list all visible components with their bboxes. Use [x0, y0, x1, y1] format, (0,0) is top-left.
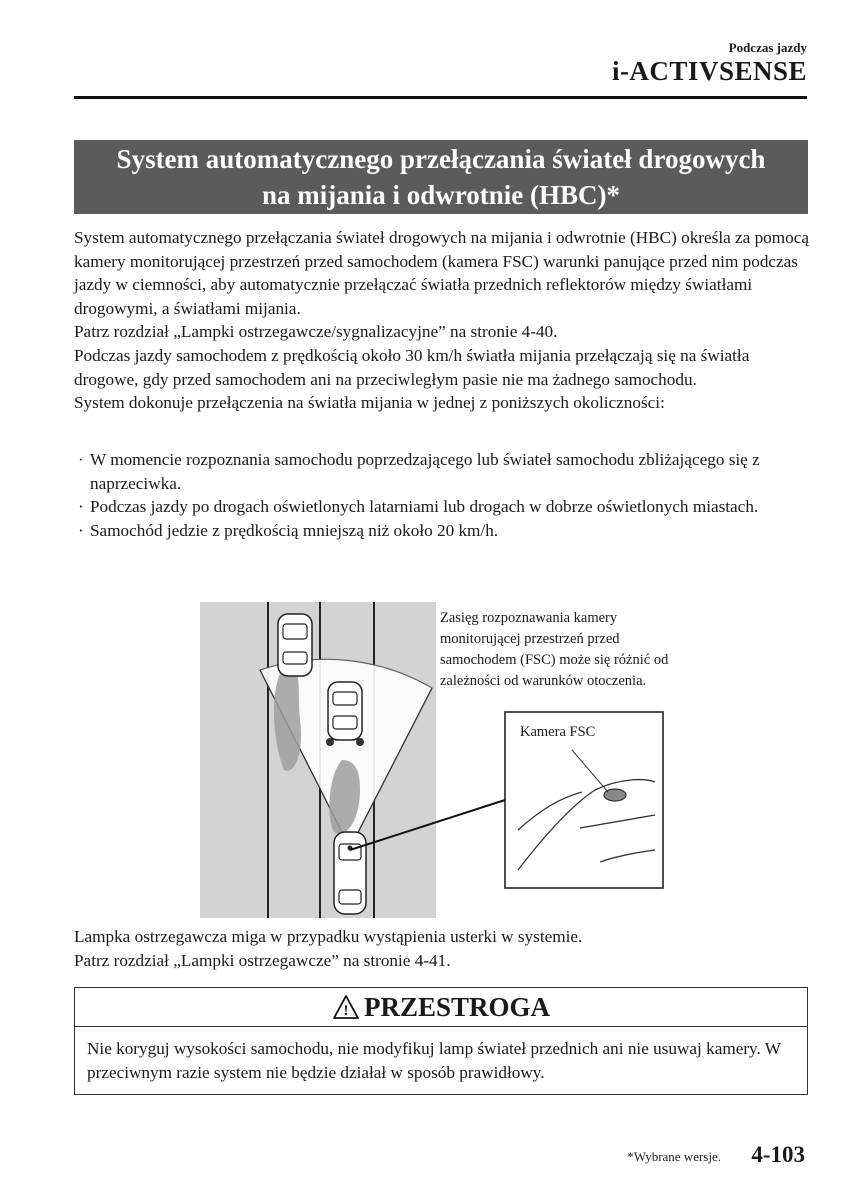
- camera-label: Kamera FSC: [520, 724, 596, 740]
- page-number: 4-103: [751, 1142, 805, 1167]
- page-title: [91, 141, 791, 213]
- paragraph: Podczas jazdy samochodem z prędkością około 30 km/h światła mijania przełączają się na światła drogowe, gdy przed samochodem ani na przeciwległym pasie nie ma żadnego samochodu.: [74, 345, 750, 389]
- intro-text: [74, 226, 810, 415]
- list-item-text: Samochód jedzie z prędkością mniejszą niż około 20 km/h.: [90, 520, 499, 540]
- paragraph: System dokonuje przełączenia na światła mijania w jednej z poniższych okoliczności:: [74, 393, 665, 413]
- header-divider: [74, 96, 807, 99]
- bullet-marker: ·: [78, 450, 84, 469]
- footnote: *Wybrane wersje.: [627, 1149, 721, 1164]
- list-item-text: Podczas jazdy po drogach oświetlonych latarniami lub drogach w dobrze oświetlonych miastach.: [90, 497, 759, 517]
- caution-header: [75, 988, 807, 1027]
- own-car: [334, 832, 366, 914]
- chapter-title: i-ACTIVSENSE: [611, 56, 807, 86]
- page-title-line-1: System automatycznego przełączania świateł drogowych: [116, 144, 766, 174]
- warning-light-text: [74, 925, 810, 972]
- bullet-marker: ·: [78, 497, 84, 517]
- list-item-text: W momencie rozpoznania samochodu poprzedzającego lub świateł samochodu zbliżającego się z naprzeciwka.: [90, 450, 760, 493]
- section-title-banner: [74, 140, 808, 214]
- list-item: [74, 495, 810, 519]
- preceding-car: [328, 682, 362, 740]
- bullet-marker: ·: [78, 520, 84, 540]
- caution-title: PRZESTROGA: [363, 991, 551, 1022]
- oncoming-car: [278, 614, 312, 676]
- warning-triangle-icon: [332, 994, 360, 1020]
- section-title: Podczas jazdy: [728, 40, 807, 55]
- list-item: [74, 448, 810, 495]
- paragraph: System automatycznego przełączania świateł drogowych na mijania i odwrotnie (HBC) określa za pomocą kamery monitorującej przestrzeń przed samochodem (kamera FSC) warunki panujące przed nim podczas jazdy w ciemności, aby automatycznie przełączać światła przednich reflektorów między światłami drogowymi, a światłami mijania.: [74, 228, 809, 318]
- list-item: [74, 519, 810, 543]
- paragraph: Patrz rozdział „Lampki ostrzegawcze/sygnalizacyjne” na stronie 4-40.: [74, 322, 558, 342]
- condition-list: [74, 448, 810, 542]
- figure-caption: Zasięg rozpoznawania kamery monitorującej przestrzeń przed samochodem (FSC) może się różnić od zależności od warunków otoczenia.: [440, 610, 669, 689]
- page-title-line-2: na mijania i odwrotnie (HBC)*: [261, 180, 620, 210]
- caution-box: [74, 987, 808, 1095]
- warning-glyph: !: [343, 1003, 349, 1019]
- paragraph: Lampka ostrzegawcza miga w przypadku wystąpienia usterki w systemie.: [74, 927, 583, 946]
- paragraph: Patrz rozdział „Lampki ostrzegawcze” na stronie 4-41.: [74, 950, 451, 970]
- caution-text: Nie koryguj wysokości samochodu, nie modyfikuj lamp świateł przednich ani nie usuwaj kamery. W przeciwnym razie system nie będzie działał w sposób prawidłowy.: [87, 1039, 781, 1082]
